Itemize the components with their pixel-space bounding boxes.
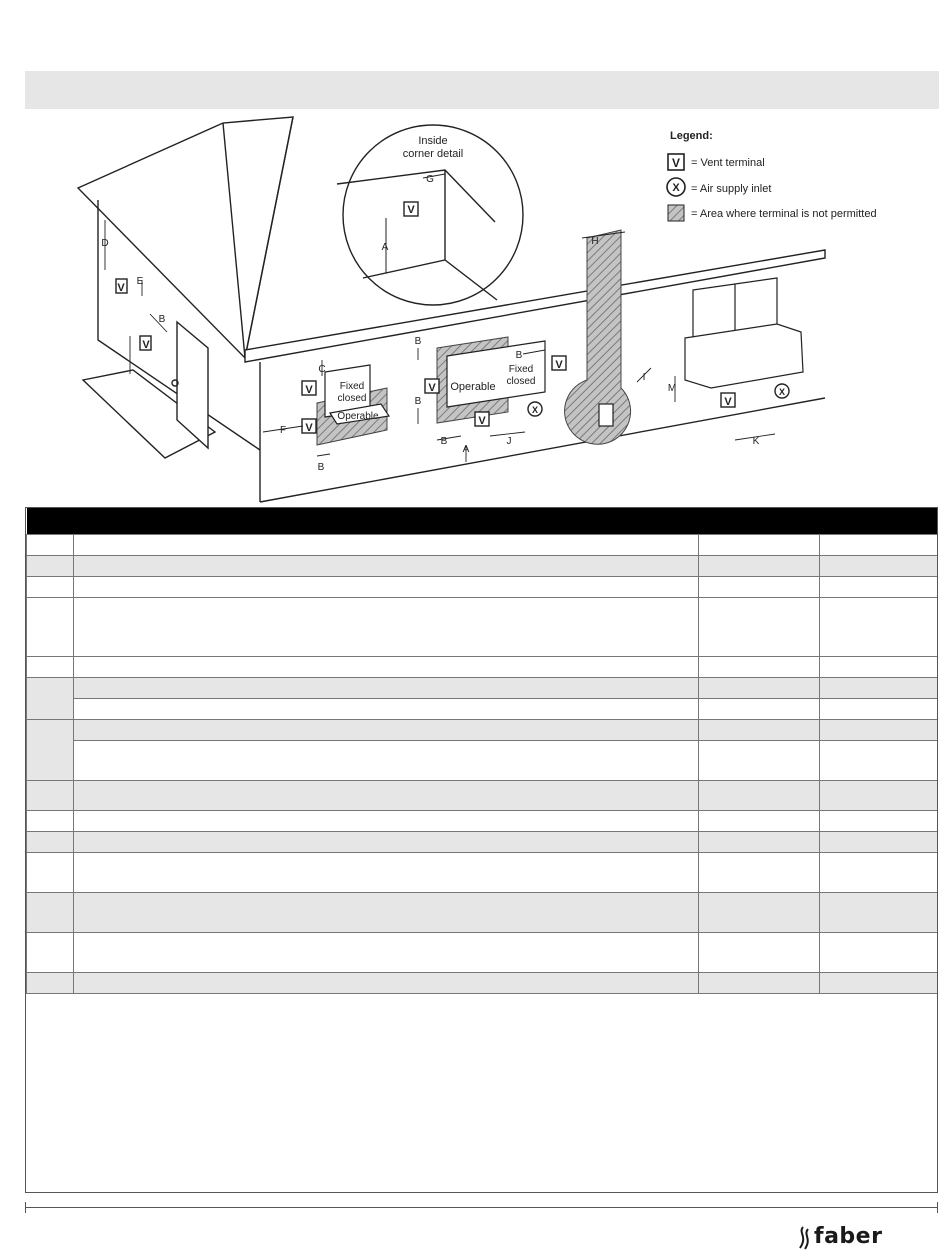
brand-name: faber	[814, 1224, 883, 1249]
flame-icon	[794, 1226, 812, 1250]
vent-clearance-diagram	[25, 110, 939, 505]
vent-symbol: V	[142, 339, 150, 351]
inset-title-line2: corner detail	[402, 148, 464, 160]
air-inlet-symbol: X	[531, 405, 539, 415]
legend-vent-label: = Vent terminal	[691, 157, 765, 169]
window2-operable: Operable	[450, 381, 496, 393]
vent-symbol: V	[555, 359, 563, 371]
legend-title: Legend:	[670, 130, 713, 142]
dim-label-J: J	[506, 436, 512, 447]
vent-symbol: V	[428, 382, 436, 394]
dim-label-E: E	[136, 276, 144, 287]
table-row	[27, 577, 939, 598]
dim-label-K: K	[752, 436, 760, 447]
footer-rule-end	[25, 1202, 26, 1213]
faber-logo	[794, 1224, 883, 1250]
footer-rule	[25, 1207, 938, 1208]
legend-vent-icon: V	[671, 156, 681, 170]
section-title-bar	[25, 71, 939, 109]
table-row	[27, 853, 939, 893]
table-row	[27, 832, 939, 853]
dim-label-G: G	[426, 174, 434, 185]
header-cell	[699, 508, 820, 535]
table-row	[27, 811, 939, 832]
window1-fixed-line2: closed	[337, 393, 367, 404]
dim-label-A: A	[462, 444, 470, 455]
dim-label-F: F	[279, 425, 287, 436]
table-row	[27, 699, 939, 720]
inset-vent-symbol: V	[407, 204, 415, 216]
dim-label-C: C	[318, 364, 326, 375]
vent-symbol: V	[724, 396, 732, 408]
window1-operable: Operable	[337, 411, 379, 422]
legend-area-label: = Area where terminal is not permitted	[691, 208, 877, 220]
window2-fixed-line1: Fixed	[508, 364, 534, 375]
vent-symbol: V	[117, 282, 125, 294]
table-row	[27, 598, 939, 657]
vent-symbol: V	[305, 422, 313, 434]
table-row	[27, 893, 939, 933]
table-row	[27, 657, 939, 678]
dim-label-A: A	[381, 242, 389, 253]
table-row	[27, 678, 939, 699]
dim-label-H: H	[591, 236, 599, 247]
dim-label-B: B	[440, 436, 448, 447]
table-row	[27, 973, 939, 994]
dim-label-M: M	[667, 383, 677, 394]
table-row	[27, 720, 939, 741]
table-row	[27, 741, 939, 781]
clearance-table	[25, 507, 938, 1193]
dim-label-I: I	[642, 372, 646, 383]
window2-fixed-line2: closed	[506, 376, 536, 387]
table-row	[27, 781, 939, 811]
legend-air-icon: X	[672, 182, 680, 194]
vent-symbol: V	[305, 384, 313, 396]
dim-label-D: D	[101, 238, 109, 249]
dim-label-B: B	[515, 350, 523, 361]
inset-title-line1: Inside	[418, 135, 448, 147]
dim-label-B: B	[414, 336, 422, 347]
header-cell	[27, 508, 74, 535]
header-cell	[74, 508, 699, 535]
table-row	[27, 535, 939, 556]
dim-label-B: B	[317, 462, 325, 473]
table-row	[27, 933, 939, 973]
table-row	[27, 556, 939, 577]
gas-meter	[599, 404, 613, 426]
air-inlet-symbol: X	[778, 387, 786, 397]
dim-label-B: B	[158, 314, 166, 325]
window1-fixed-line1: Fixed	[339, 381, 365, 392]
legend-air-label: = Air supply inlet	[691, 183, 772, 195]
footer-rule-end	[937, 1202, 938, 1213]
dim-label-B: B	[414, 396, 422, 407]
header-cell	[820, 508, 939, 535]
vent-symbol: V	[478, 415, 486, 427]
table-header-row	[27, 508, 939, 535]
